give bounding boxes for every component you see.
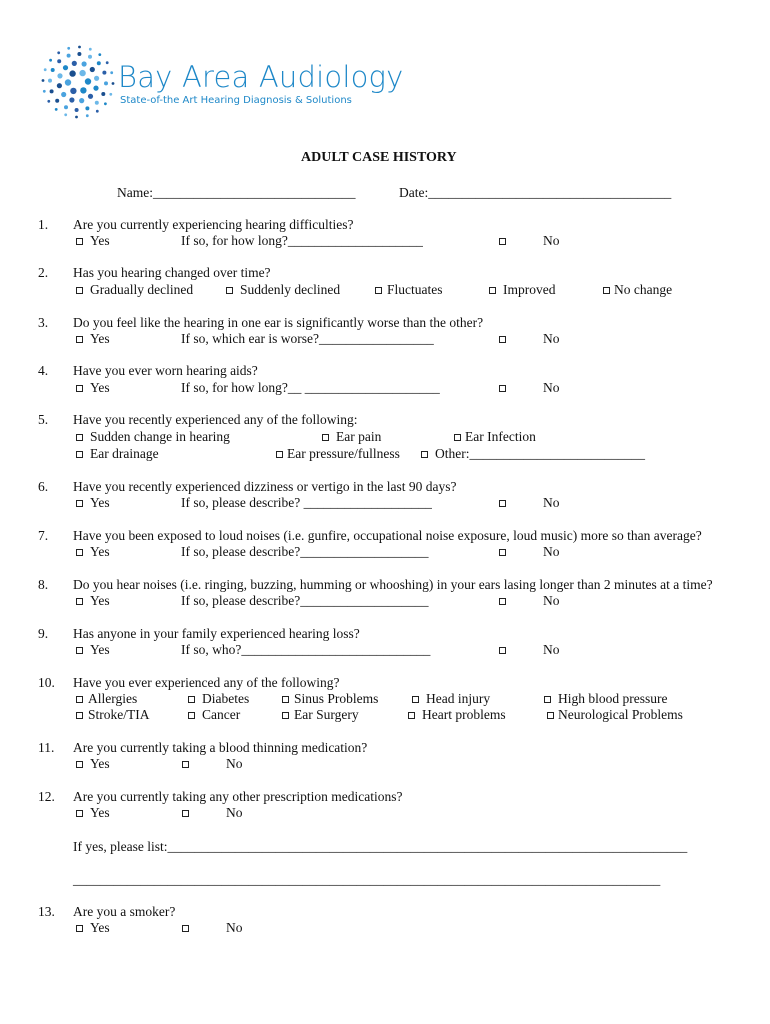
option-checkbox[interactable]	[276, 451, 283, 458]
option-label: Fluctuates	[387, 282, 443, 297]
question-text: Are you currently experiencing hearing difficulties?	[73, 217, 354, 232]
no-label: No	[543, 642, 560, 657]
option-label: Neurological Problems	[558, 707, 683, 722]
no-checkbox[interactable]	[499, 238, 506, 245]
name-field[interactable]: Name:______________________________	[117, 185, 356, 200]
option-checkbox[interactable]	[188, 712, 195, 719]
no-checkbox[interactable]	[182, 925, 189, 932]
yes-checkbox[interactable]	[76, 385, 83, 392]
option-checkbox[interactable]	[76, 434, 83, 441]
no-checkbox[interactable]	[499, 549, 506, 556]
no-label: No	[543, 331, 560, 346]
option-label: Sinus Problems	[294, 691, 379, 706]
detail-field[interactable]: If so, please describe? ___________________	[181, 495, 432, 510]
yes-checkbox[interactable]	[76, 549, 83, 556]
yes-label: Yes	[90, 233, 110, 248]
form-title: ADULT CASE HISTORY	[301, 150, 457, 165]
yes-checkbox[interactable]	[76, 925, 83, 932]
option-checkbox[interactable]	[282, 696, 289, 703]
question-number: 5.	[38, 412, 49, 427]
option-checkbox[interactable]	[76, 287, 83, 294]
question-text: Has you hearing changed over time?	[73, 265, 271, 280]
question-text: Are you a smoker?	[73, 904, 176, 919]
option-checkbox[interactable]	[375, 287, 382, 294]
yes-checkbox[interactable]	[76, 647, 83, 654]
no-label: No	[543, 593, 560, 608]
detail-field[interactable]: If so, who?____________________________	[181, 642, 431, 657]
no-label: No	[543, 544, 560, 559]
option-label: Ear Infection	[465, 429, 536, 444]
question-text: Has anyone in your family experienced hearing loss?	[73, 626, 360, 641]
option-label: Diabetes	[202, 691, 250, 706]
option-checkbox[interactable]	[603, 287, 610, 294]
question-number: 13.	[38, 904, 55, 919]
option-label: Improved	[503, 282, 556, 297]
option-checkbox[interactable]	[322, 434, 329, 441]
medication-list-field[interactable]: If yes, please list:_____________________________________________________________________________	[73, 839, 688, 854]
option-label: Head injury	[426, 691, 491, 706]
logo-tagline: State-of-the Art Hearing Diagnosis & Solutions	[120, 95, 352, 106]
no-label: No	[543, 233, 560, 248]
yes-label: Yes	[90, 593, 110, 608]
option-label: Ear drainage	[90, 446, 159, 461]
question-text: Have you recently experienced dizziness or vertigo in the last 90 days?	[73, 479, 457, 494]
question-number: 6.	[38, 479, 49, 494]
other-field[interactable]: Other:__________________________	[435, 446, 645, 461]
option-label: Allergies	[88, 691, 138, 706]
question-number: 8.	[38, 577, 49, 592]
yes-checkbox[interactable]	[76, 761, 83, 768]
option-label: Ear Surgery	[294, 707, 359, 722]
yes-label: Yes	[90, 380, 110, 395]
yes-label: Yes	[90, 495, 110, 510]
option-checkbox[interactable]	[188, 696, 195, 703]
option-label: Stroke/TIA	[88, 707, 150, 722]
option-checkbox[interactable]	[489, 287, 496, 294]
no-checkbox[interactable]	[499, 385, 506, 392]
option-checkbox[interactable]	[76, 696, 83, 703]
yes-label: Yes	[90, 331, 110, 346]
question-number: 2.	[38, 265, 49, 280]
question-number: 4.	[38, 363, 49, 378]
question-text: Have you been exposed to loud noises (i.e. gunfire, occupational noise exposure, loud music) more so than average?	[73, 528, 702, 543]
option-label: Heart problems	[422, 707, 506, 722]
yes-label: Yes	[90, 642, 110, 657]
no-checkbox[interactable]	[499, 598, 506, 605]
detail-field[interactable]: If so, please describe?___________________	[181, 544, 429, 559]
date-field[interactable]: Date:____________________________________	[399, 185, 672, 200]
question-number: 9.	[38, 626, 49, 641]
yes-checkbox[interactable]	[76, 598, 83, 605]
no-label: No	[226, 756, 243, 771]
question-number: 1.	[38, 217, 49, 232]
no-label: No	[226, 920, 243, 935]
question-number: 3.	[38, 315, 49, 330]
question-text: Are you currently taking a blood thinning medication?	[73, 740, 368, 755]
no-checkbox[interactable]	[499, 336, 506, 343]
option-checkbox[interactable]	[544, 696, 551, 703]
no-checkbox[interactable]	[499, 647, 506, 654]
yes-checkbox[interactable]	[76, 500, 83, 507]
medication-list-line[interactable]: _______________________________________________________________________________________	[73, 872, 661, 887]
no-checkbox[interactable]	[499, 500, 506, 507]
question-number: 7.	[38, 528, 49, 543]
option-label: Gradually declined	[90, 282, 194, 297]
question-text: Do you feel like the hearing in one ear is significantly worse than the other?	[73, 315, 484, 330]
option-label: High blood pressure	[558, 691, 668, 706]
question-number: 11.	[38, 740, 55, 755]
detail-field[interactable]: If so, please describe?___________________	[181, 593, 429, 608]
detail-field[interactable]: If so, which ear is worse?_________________	[181, 331, 434, 346]
yes-label: Yes	[90, 544, 110, 559]
option-checkbox[interactable]	[412, 696, 419, 703]
option-checkbox[interactable]	[454, 434, 461, 441]
option-checkbox[interactable]	[421, 451, 428, 458]
question-text: Have you recently experienced any of the following:	[73, 412, 358, 427]
question-number: 10.	[38, 675, 55, 690]
option-checkbox[interactable]	[547, 712, 554, 719]
question-text: Have you ever worn hearing aids?	[73, 363, 258, 378]
no-label: No	[543, 495, 560, 510]
yes-label: Yes	[90, 920, 110, 935]
option-checkbox[interactable]	[76, 712, 83, 719]
option-checkbox[interactable]	[226, 287, 233, 294]
question-text: Are you currently taking any other prescription medications?	[73, 789, 403, 804]
no-checkbox[interactable]	[182, 761, 189, 768]
option-label: Cancer	[202, 707, 241, 722]
question-number: 12.	[38, 789, 55, 804]
option-checkbox[interactable]	[76, 451, 83, 458]
option-label: Ear pressure/fullness	[287, 446, 400, 461]
no-label: No	[226, 805, 243, 820]
detail-field[interactable]: If so, for how long?____________________	[181, 233, 423, 248]
yes-checkbox[interactable]	[76, 238, 83, 245]
option-checkbox[interactable]	[408, 712, 415, 719]
yes-checkbox[interactable]	[76, 810, 83, 817]
logo-name: Bay Area Audiology	[118, 60, 404, 94]
yes-label: Yes	[90, 756, 110, 771]
option-label: No change	[614, 282, 673, 297]
question-text: Have you ever experienced any of the following?	[73, 675, 340, 690]
logo-mark	[38, 42, 118, 122]
question-text: Do you hear noises (i.e. ringing, buzzing, humming or whooshing) in your ears lasing longer than 2 minutes at a time?	[73, 577, 713, 592]
no-label: No	[543, 380, 560, 395]
option-checkbox[interactable]	[282, 712, 289, 719]
no-checkbox[interactable]	[182, 810, 189, 817]
option-label: Ear pain	[336, 429, 382, 444]
yes-checkbox[interactable]	[76, 336, 83, 343]
option-label: Suddenly declined	[240, 282, 341, 297]
yes-label: Yes	[90, 805, 110, 820]
detail-field[interactable]: If so, for how long?__ ____________________	[181, 380, 440, 395]
option-label: Sudden change in hearing	[90, 429, 230, 444]
